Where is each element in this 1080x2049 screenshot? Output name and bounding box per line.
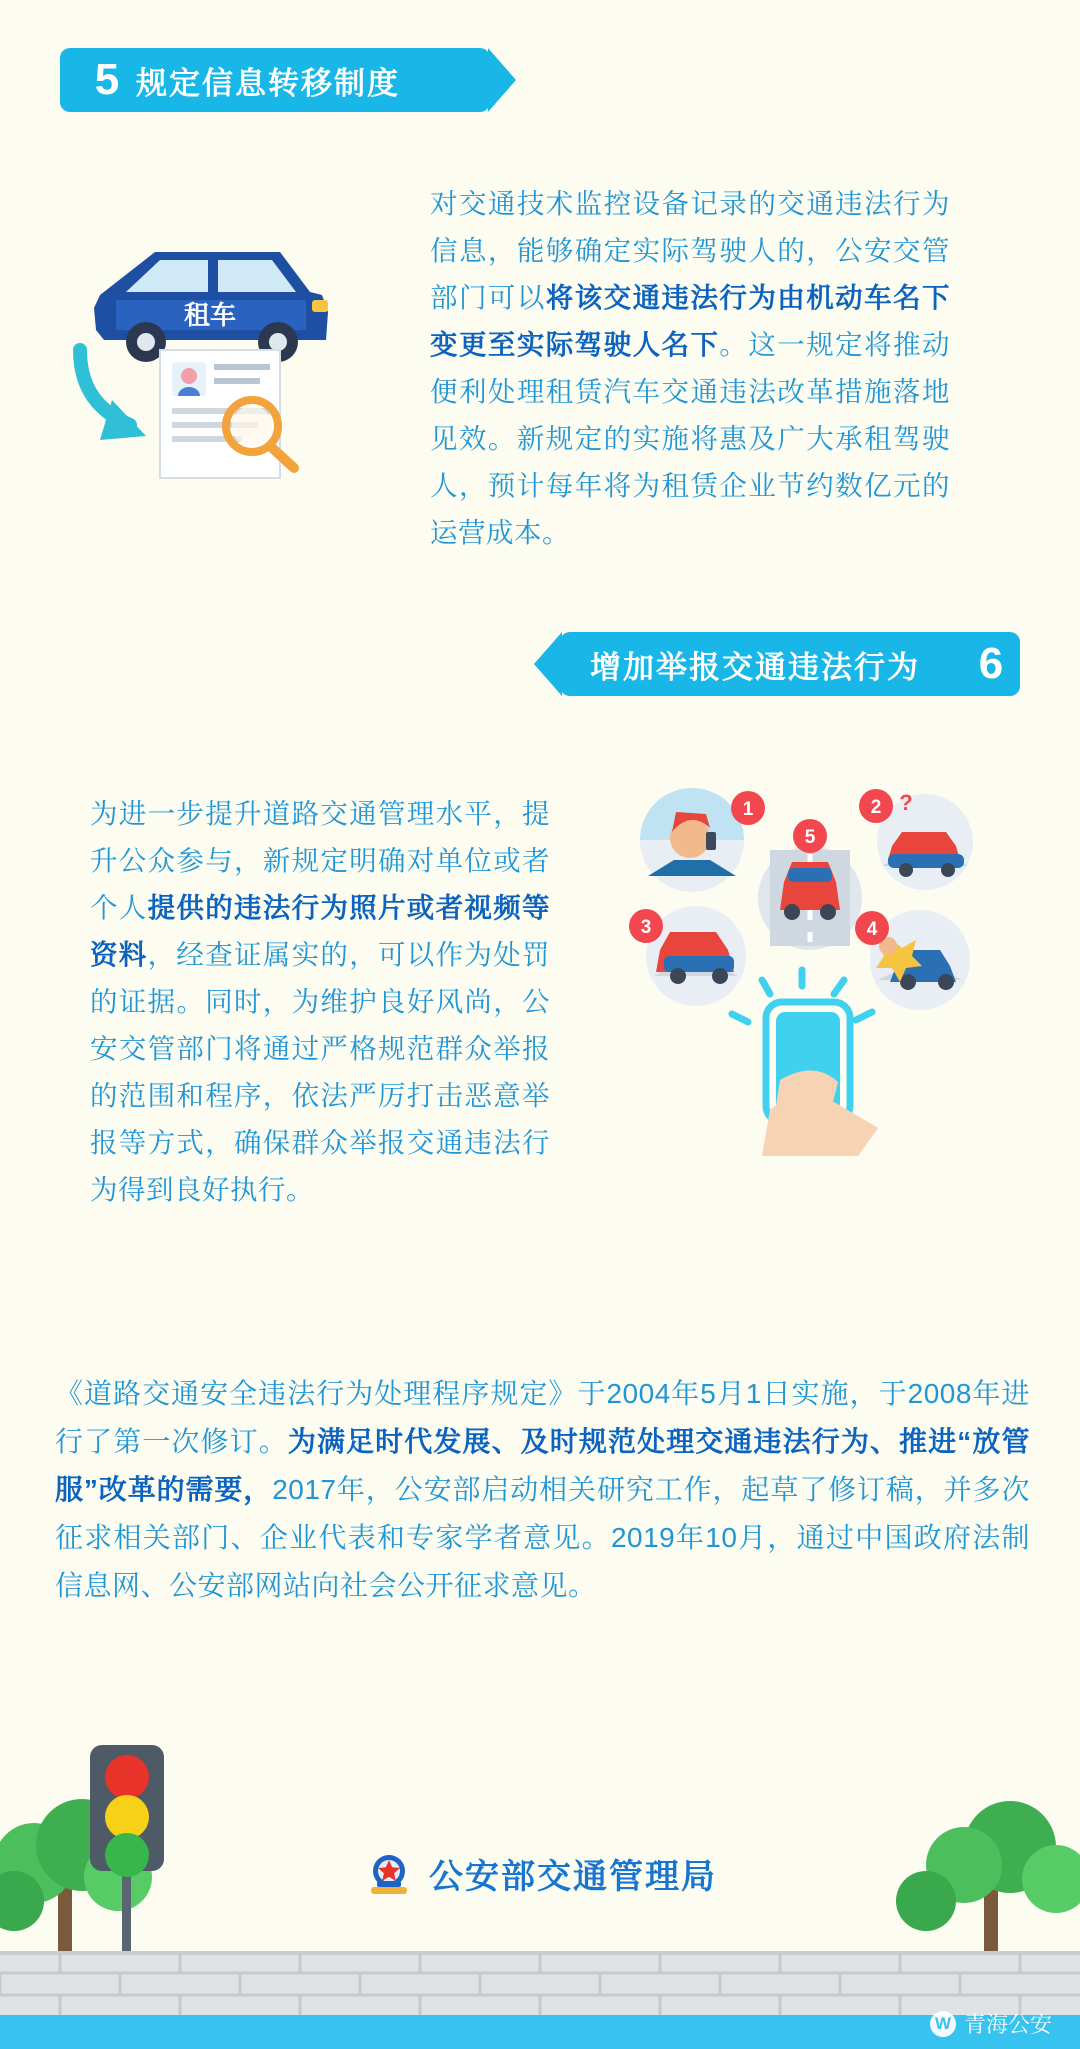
section-6-paragraph [90, 790, 550, 1213]
traffic-light-icon [72, 1741, 182, 1951]
badge-5-label: 5 [804, 827, 816, 848]
closing-paragraph [55, 1370, 1030, 1610]
police-emblem-icon [363, 1847, 415, 1899]
watermark-label: 青海公安 [963, 2012, 1052, 2037]
footer [0, 1749, 1080, 2049]
weibo-icon: W [930, 2011, 956, 2037]
section-5-banner [60, 48, 490, 112]
section-5-text-bold: 将该交通违法行为由机动车名下变更至实际驾驶人名下 [430, 282, 950, 360]
footer-blue-bar [0, 2015, 1080, 2049]
section-5-text-suffix: 。这一规定将推动便利处理租赁汽车交通违法改革措施落地见效。新规定的实施将惠及广大承租驾驶人，预计每年将为租赁企业节约数亿元的运营成本。 [430, 329, 951, 548]
section-6-text-prefix: 为进一步提升道路交通管理水平，提升公众参与，新规定明确对单位或者个人 [90, 798, 550, 923]
van-icon [94, 252, 328, 362]
section-6-title: 增加举报交通违法行为 [590, 649, 920, 685]
report-illustration [620, 780, 1000, 1160]
section-6-text-suffix: ，经查证属实的，可以作为处罚的证据。同时，为维护良好风尚，公安交管部门将通过严格规范群众举报的范围和程序，依法严厉打击恶意举报等方式，确保群众举报交通违法行为得到良好执行。 [90, 939, 551, 1205]
section-6-text-bold: 提供的违法行为照片或者视频等资料 [90, 892, 551, 970]
traffic-light-red [105, 1755, 149, 1799]
traffic-light-yellow [105, 1795, 149, 1839]
arrow-icon [80, 350, 146, 440]
section-5-illustration [60, 200, 410, 480]
driver-phone-icon [640, 788, 744, 892]
svg-text:租车: 租车 [183, 300, 237, 330]
badge-3-label: 3 [640, 917, 652, 938]
tree-right-icon [860, 1741, 1080, 1951]
organization-line [0, 1847, 1080, 1899]
section-6-number: 6 [978, 639, 1004, 688]
badge-4-label: 4 [866, 919, 878, 940]
closing-text-part1: 《道路交通安全违法行为处理程序规定》于2004年5月1日实施，于2008年进行了第一次修订。 [55, 1378, 1030, 1457]
section-6-banner [560, 632, 1020, 696]
badge-1-label: 1 [742, 799, 754, 820]
section-6-illustration [620, 780, 1000, 1160]
section-5-paragraph [430, 180, 950, 556]
brick-pattern [0, 1951, 1080, 2015]
red-car-icon [758, 846, 862, 950]
closing-text-bold: 为满足时代发展、及时规范处理交通违法行为、推进“放管服”改革的需要， [55, 1426, 1030, 1505]
question-mark: ? [899, 790, 913, 815]
section-5-text-prefix: 对交通技术监控设备记录的交通违法行为信息，能够确定实际驾驶人的，公安交管部门可以 [430, 188, 950, 313]
hand-phone-icon [732, 970, 878, 1156]
watermark [930, 2008, 1052, 2039]
badge-2-label: 2 [870, 797, 882, 818]
van-document-illustration [60, 200, 410, 480]
section-5-number: 5 [94, 55, 120, 104]
organization-name: 公安部交通管理局 [429, 1857, 717, 1896]
closing-text-part2: 2017年，公安部启动相关研究工作，起草了修订稿，并多次征求相关部门、企业代表和专家学者意见。2019年10月，通过中国政府法制信息网、公安部网站向社会公开征求意见。 [55, 1474, 1030, 1601]
section-5-title: 规定信息转移制度 [136, 65, 400, 101]
